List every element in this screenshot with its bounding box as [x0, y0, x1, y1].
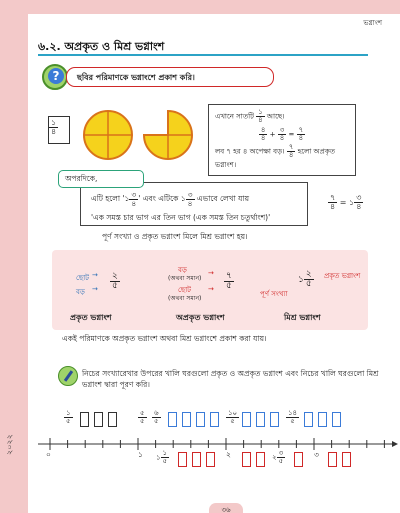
explanation-box: এখানে সাতটি $\frac{১}{৪}$ আছে। $\frac{৪}{৪}$ + $\frac{৩}{৪}$ = $\frac{৭}{৪}$ লব ৭ হর ৪ অপেক্ষা বড়। $\frac{৭}{৪}$ হলো অপ্রকৃত ভগ্নাংশ। [208, 104, 356, 176]
mixed-fraction-rule: পূর্ণ সংখ্যা ও প্রকৃত ভগ্নাংশ মিলে মিশ্র ভগ্নাংশ হয়। [102, 232, 248, 241]
answer-box[interactable] [206, 452, 215, 467]
mixed-frac-label: প্রকৃত ভগ্নাংশ [324, 272, 361, 280]
answer-box[interactable] [328, 452, 337, 467]
running-title: ভগ্নাংশ [363, 19, 382, 27]
answer-box[interactable] [178, 452, 187, 467]
answer-box[interactable] [80, 412, 89, 427]
answer-box[interactable] [318, 412, 327, 427]
answer-box[interactable] [304, 412, 313, 427]
answer-box[interactable] [242, 452, 251, 467]
section-underline [38, 54, 368, 56]
answer-box[interactable] [108, 412, 117, 427]
mixed-caption: মিশ্র ভগ্নাংশ [284, 313, 321, 322]
section-title: ৬.২. অপ্রকৃত ও মিশ্র ভগ্নাংশ [38, 40, 165, 53]
answer-box[interactable] [342, 452, 351, 467]
answer-box[interactable] [270, 412, 279, 427]
textbook-page [28, 14, 400, 513]
page-number: ৩৬ [209, 503, 243, 513]
answer-box[interactable] [196, 412, 205, 427]
answer-box[interactable] [332, 412, 341, 427]
arrow-icon: → [208, 269, 214, 277]
question-banner: ছবির পরিমাণকে ভগ্নাংশে প্রকাশ করি। [66, 67, 274, 87]
side-page-number: ২০২২ [5, 434, 14, 455]
answer-box[interactable] [210, 412, 219, 427]
improper-bottom-label: ছোট [178, 286, 191, 294]
proper-top-label: ছোট [76, 274, 89, 282]
fraction-circles-illustration [80, 106, 198, 164]
answer-box[interactable] [168, 412, 177, 427]
mixed-fraction: ১ $\frac{২}{৫}$ [298, 269, 312, 289]
improper-fraction: $\frac{৭}{৫}$ [226, 271, 232, 291]
answer-box[interactable] [294, 452, 303, 467]
answer-box[interactable] [256, 452, 265, 467]
answer-box[interactable] [94, 412, 103, 427]
sum-equation: $\frac{৪}{৪}$ + $\frac{৩}{৪}$ = $\frac{৭}{৪}$ [260, 126, 304, 142]
question-icon: ? [42, 64, 68, 90]
answer-box[interactable] [182, 412, 191, 427]
arrow-icon: → [208, 285, 214, 293]
proper-caption: প্রকৃত ভগ্নাংশ [70, 313, 112, 322]
mixed-whole-label: পূর্ণ সংখ্যা [260, 290, 288, 298]
unit-fraction-box: $\frac{১}{৪}$ [48, 116, 70, 144]
pencil-icon [58, 366, 78, 386]
improper-top-label: বড় [178, 266, 187, 274]
proper-bottom-label: বড় [76, 288, 85, 296]
arrow-icon: → [92, 285, 98, 293]
proper-fraction: $\frac{২}{৫}$ [112, 271, 118, 291]
equivalence-rule: একই পরিমাণকে অপ্রকৃত ভগ্নাংশ অথবা মিশ্র ভগ্নাংশে প্রকাশ করা যায়। [62, 334, 267, 343]
side-equation: $\frac{৭}{৪}$ = ১ $\frac{৩}{৪}$ [330, 193, 362, 211]
improper-top-note: (অথবা সমান) [168, 275, 202, 282]
number-line: $\frac{১}{৫}$ $\frac{৫}{৫}$ $\frac{৬}{৫}$ $\frac{১০}{৫}$ $\frac{১৪}{৫}$ ০ ১ ২ ৩ ১ $\frac{১}{৫}$ ২ $\frac{৩}{৫}$ [28, 400, 400, 500]
improper-caption: অপ্রকৃত ভগ্নাংশ [176, 313, 225, 322]
answer-box[interactable] [192, 452, 201, 467]
answer-box[interactable] [256, 412, 265, 427]
answer-box[interactable] [242, 412, 251, 427]
other-label: অপরদিকে, [58, 170, 144, 188]
mixed-explanation-box: এটি হলো '১ $\frac{৩}{৪}$ ' এবং এটিকে ১ $\frac{৩}{৪}$ এভাবে লেখা যায় 'এক সমস্ত চার ভাগ এর তিন ভাগ (এক সমস্ত তিন চতুর্থাংশ)' [80, 182, 308, 226]
exercise-instruction: নিচের সংখ্যারেখার উপরের খালি ঘরগুলো প্রকৃত ও অপ্রকৃত ভগ্নাংশ এবং নিচের খালি ঘরগুলো মিশ্র ভগ্নাংশ দ্বারা পূরণ করি। [82, 369, 379, 389]
improper-bottom-note: (অথবা সমান) [168, 295, 202, 302]
arrow-icon: → [92, 271, 98, 279]
